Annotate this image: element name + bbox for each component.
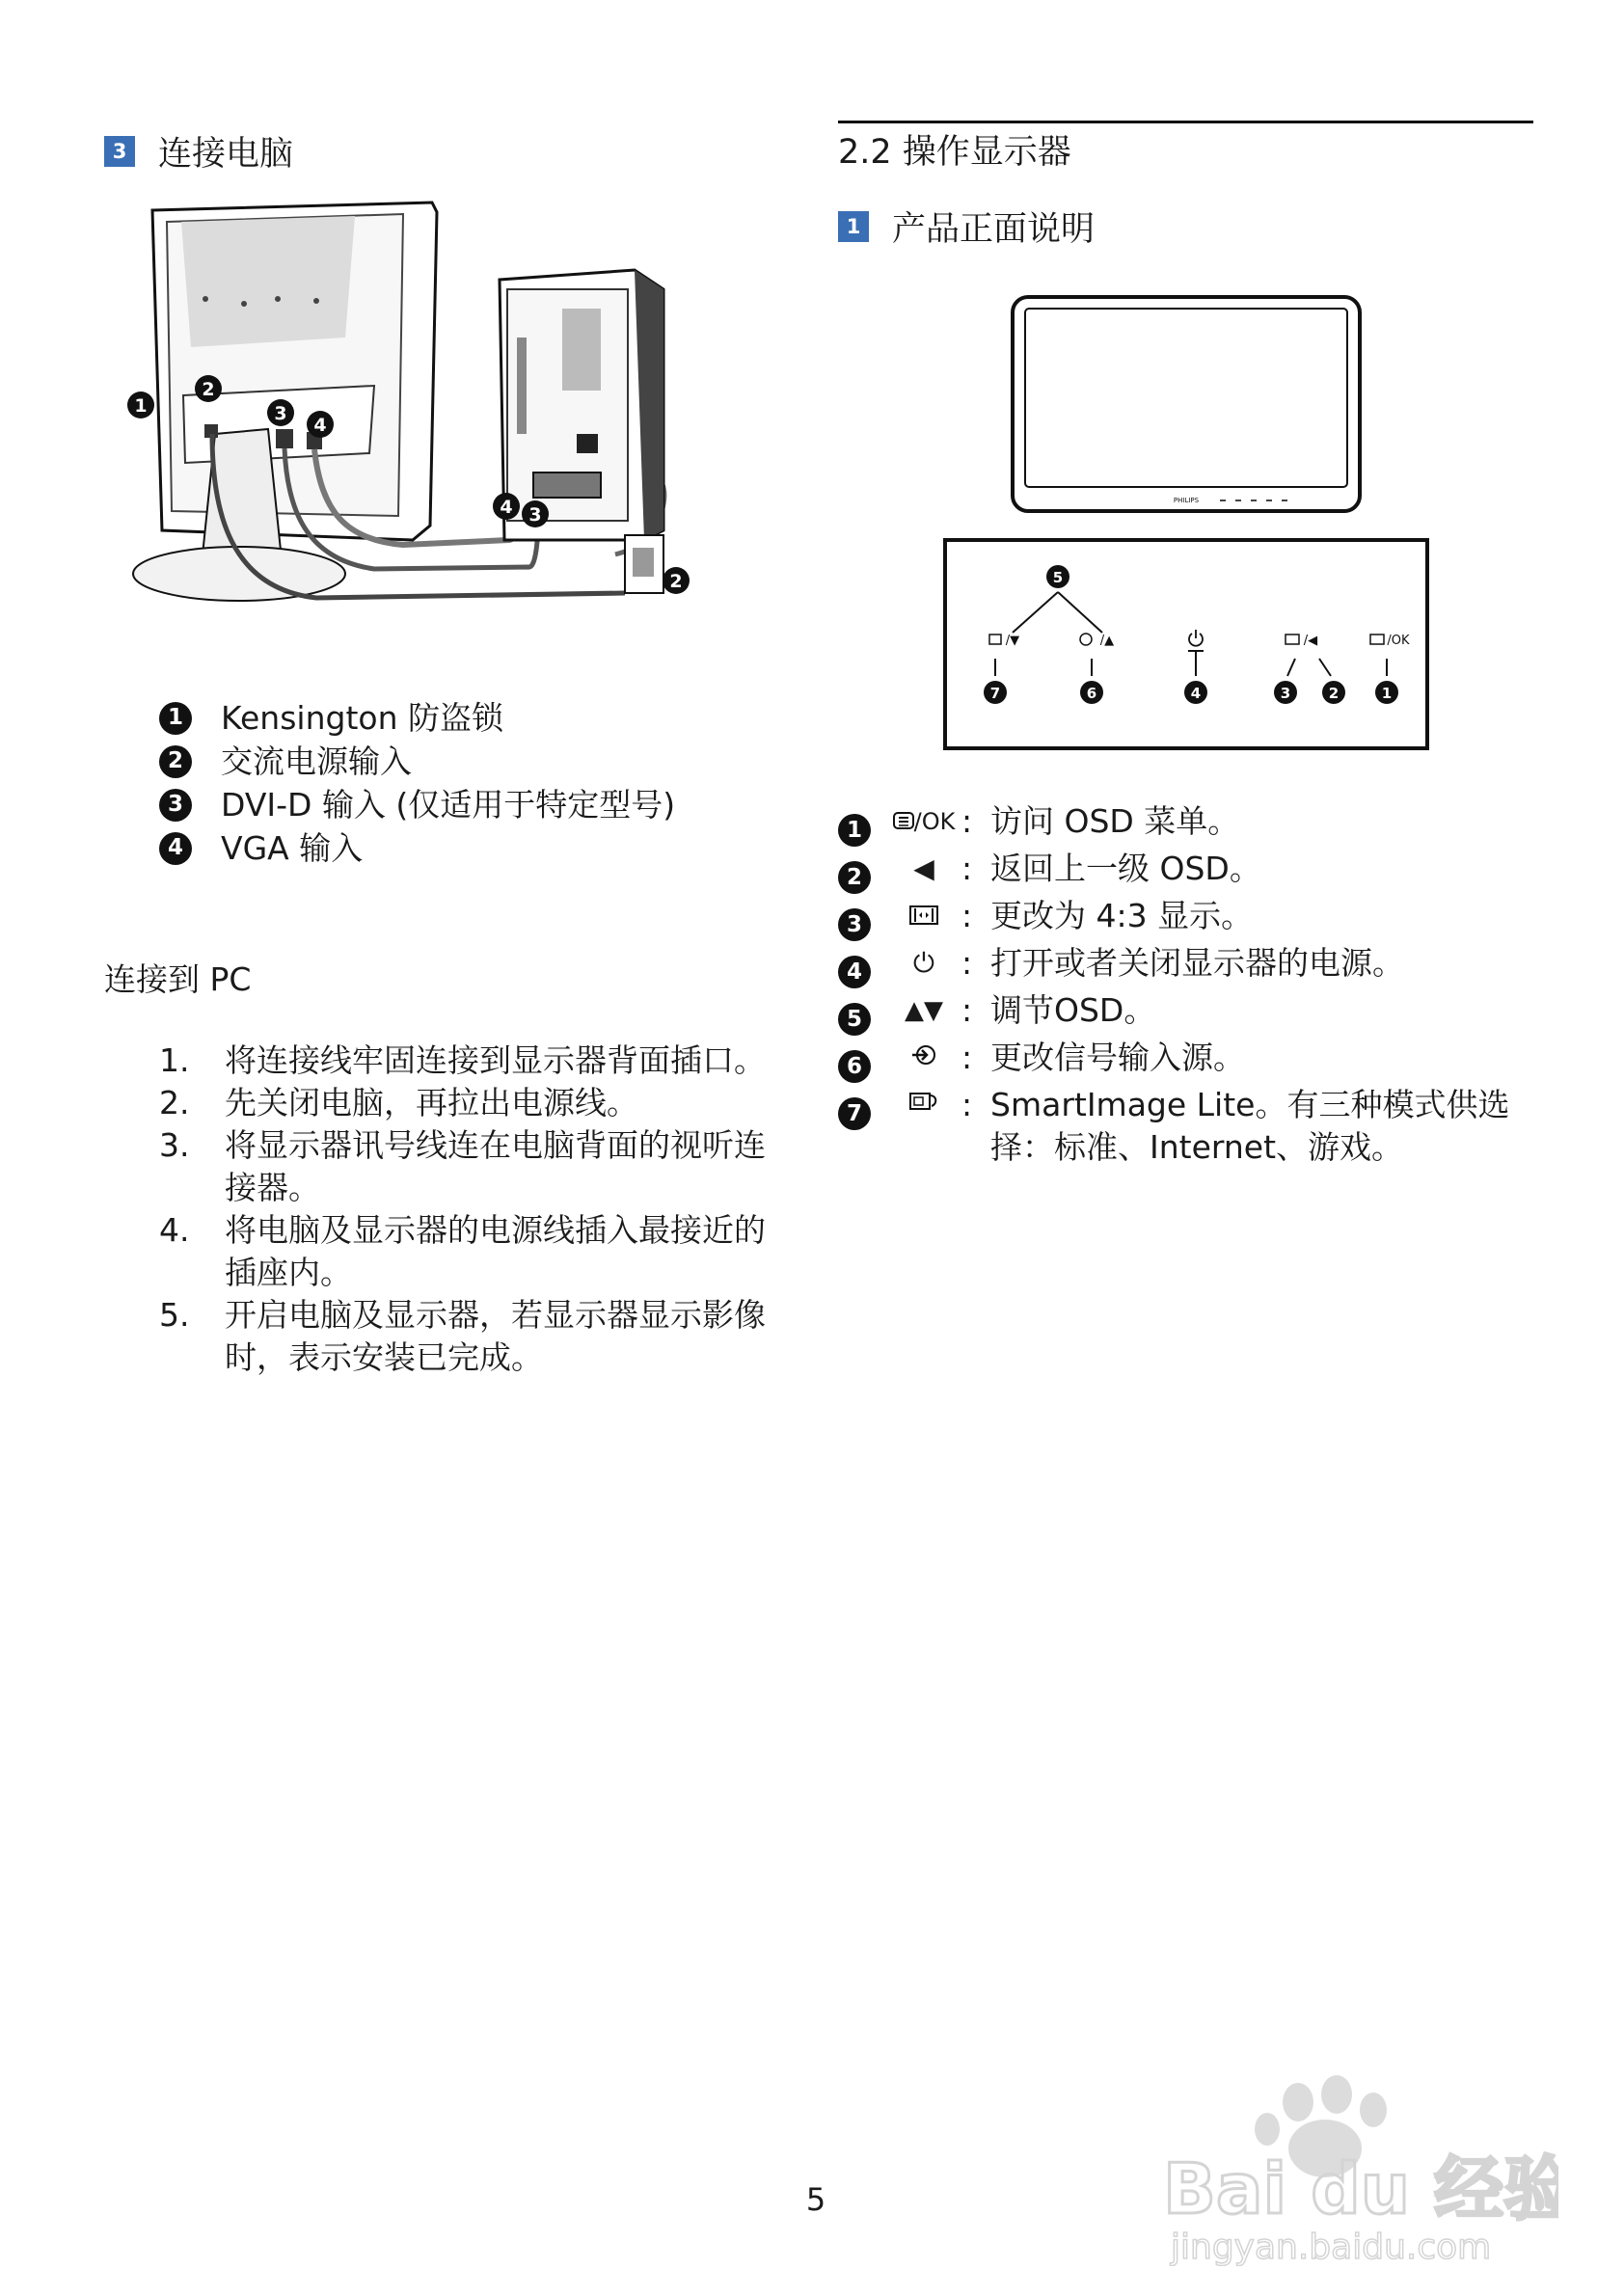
callout-2-label: 2 [202,379,215,400]
connect-pc-subtitle: 连接到 PC [104,960,252,998]
callout-4-label: 4 [313,415,327,436]
section-number-badge: 3 [104,136,135,167]
legend-item [159,740,675,783]
control-desc: SmartImage Lite。有三种模式供选择：标准、Internet、游戏。 [990,1086,1510,1166]
legend-number: 4 [159,832,192,865]
input-icon [910,1043,937,1067]
legend-text: 交流电源输入 [221,743,412,780]
list-item [159,1040,789,1082]
control-desc: 调节OSD。 [990,991,1156,1029]
controls-legend [838,800,1530,1169]
control-panel-diagram [943,538,1430,752]
panel-label-menu: /OK [1387,634,1410,648]
step-text: 将显示器讯号线连在电脑背面的视听连接器。 [225,1126,766,1206]
section-title: 产品正面说明 [892,210,1096,249]
panel-callout-3-label: 3 [1280,685,1291,702]
control-row-back: 2 ◀ : 返回上一级 OSD。 [838,848,1530,895]
control-desc: 访问 OSD 菜单。 [990,802,1240,840]
control-number: 2 [838,861,871,894]
list-item [159,1082,789,1124]
diagram-legend [159,696,675,870]
connection-diagram [123,193,770,617]
control-desc: 更改信号输入源。 [990,1039,1245,1076]
callout-2b-label: 2 [669,571,683,592]
legend-text: VGA 输入 [221,829,364,867]
callout-3-label: 3 [274,403,287,424]
menu-icon [893,812,914,829]
panel-label-smart: /▼ [1005,634,1020,648]
control-number: 7 [838,1097,871,1130]
control-row-menu: 1 /OK : 访问 OSD 菜单。 [838,800,1530,848]
control-label: /OK [913,808,956,835]
control-number: 6 [838,1050,871,1083]
control-desc: 打开或者关闭显示器的电源。 [990,944,1404,982]
control-icon [886,800,961,843]
step-number: 1. [159,1041,190,1079]
step-text: 将连接线牢固连接到显示器背面插口。 [225,1041,766,1079]
list-item [159,1209,789,1294]
steps-list [159,1040,789,1379]
brand-logo: PHILIPS [1173,497,1200,504]
control-number: 4 [838,956,871,988]
back-icon: ◀ [913,852,934,884]
section-header-connect [104,127,293,176]
control-number: 1 [838,814,871,847]
control-row-power: 4 ⏻ : 打开或者关闭显示器的电源。 [838,942,1530,989]
control-desc: 更改为 4:3 显示。 [990,897,1254,934]
section-title: 连接电脑 [158,135,294,174]
baidu-watermark [1153,2073,1558,2266]
list-item [159,1124,789,1209]
control-row-input: 6 : 更改信号输入源。 [838,1037,1530,1084]
smartimage-icon [908,1091,939,1114]
legend-item [159,696,675,740]
callout-1-label: 1 [134,395,148,417]
callout-4b-label: 4 [500,497,513,518]
control-desc: 返回上一级 OSD。 [990,850,1261,887]
power-icon: ⏻ [912,947,935,979]
watermark-logo-text: Bai du 经验 [1163,2148,1558,2229]
watermark-url: jingyan.baidu.com [1171,2228,1492,2266]
section-number-badge: 1 [838,211,869,242]
legend-item [159,783,675,826]
chapter-divider [838,121,1533,123]
panel-callout-2-label: 2 [1328,685,1340,702]
step-text: 将电脑及显示器的电源线插入最接近的插座内。 [225,1211,766,1291]
step-text: 开启电脑及显示器，若显示器显示影像时，表示安装已完成。 [225,1296,766,1376]
control-icon [886,895,961,937]
panel-label-input: /▲ [1099,634,1115,648]
panel-callout-4-label: 4 [1190,685,1202,702]
chapter-title: 2.2 操作显示器 [838,133,1071,172]
control-row-aspect: 3 : 更改为 4:3 显示。 [838,895,1530,942]
control-icon [886,1037,961,1079]
control-number: 5 [838,1003,871,1036]
monitor-front-illustration [1008,289,1365,521]
legend-number: 3 [159,789,192,822]
up-down-icon: ▲▼ [905,996,943,1025]
aspect-icon [909,905,938,925]
baidu-paw-icon [1153,2073,1558,2266]
panel-label-aspect: /◀ [1303,634,1318,648]
step-number: 2. [159,1084,190,1121]
step-number: 5. [159,1296,190,1334]
panel-callout-1-label: 1 [1381,685,1393,702]
panel-callout-5-label: 5 [1052,569,1064,586]
legend-text: DVI-D 输入 (仅适用于特定型号) [221,786,676,824]
list-item [159,1294,789,1379]
panel-callout-6-label: 6 [1086,685,1097,702]
legend-item [159,826,675,870]
control-row-updown: 5 ▲▼ : 调节OSD。 [838,989,1530,1037]
legend-number: 2 [159,745,192,778]
control-row-smartimage: 7 : SmartImage Lite。有三种模式供选择：标准、Internet、游戏。 [838,1084,1530,1169]
step-number: 3. [159,1126,190,1164]
legend-number: 1 [159,702,192,735]
page-number: 5 [805,2181,826,2218]
panel-callout-7-label: 7 [989,685,1001,702]
control-number: 3 [838,908,871,941]
legend-text: Kensington 防盗锁 [221,699,503,737]
section-header-front [838,203,1095,251]
step-text: 先关闭电脑，再拉出电源线。 [225,1084,638,1121]
control-icon [886,1084,961,1126]
step-number: 4. [159,1211,190,1249]
callout-3b-label: 3 [528,504,542,526]
